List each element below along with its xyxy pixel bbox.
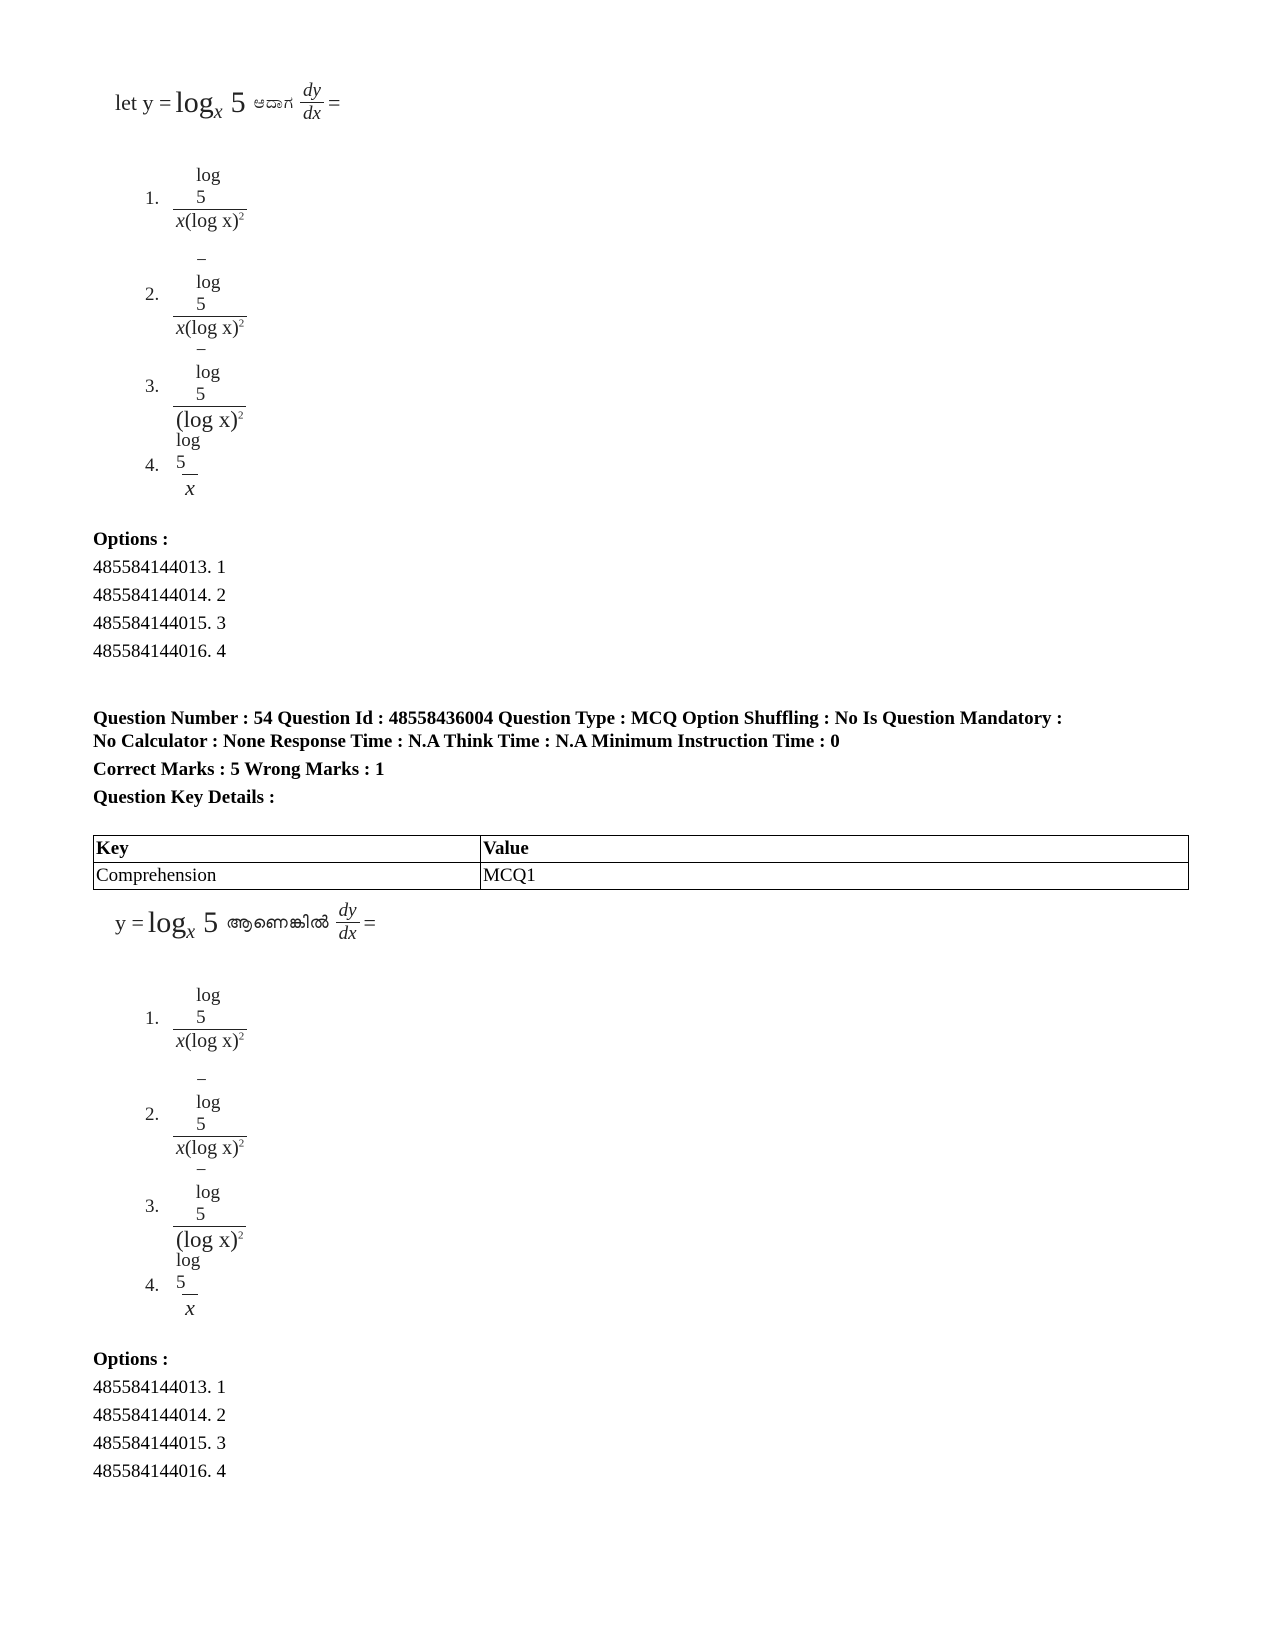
stem-malayalam-word: ആണെങ്കിൽ [226,912,330,933]
options-heading: Options : [93,1349,169,1370]
choice-2 [145,250,247,340]
choice-den-sup: 2 [237,409,244,422]
choice-numerator: log 5 [176,430,201,473]
choice-den-mid: x [185,475,195,500]
equals-sign: = [363,909,376,935]
derivative-fraction [336,900,360,945]
table-header-value: Value [481,836,1189,863]
choice-2 [145,1070,247,1160]
choice-numerator: log 5 [196,985,221,1028]
table-cell-value: MCQ1 [481,863,1189,890]
stem-log: log [175,85,214,119]
stem-kannada-word: ಆದಾಗ [253,92,295,113]
choice-den-pre: x [176,1137,185,1159]
option-id-line: 485584144016. 4 [93,641,226,662]
choice-number: 4. [145,1274,160,1296]
choice-den-sup: 2 [238,317,245,330]
choice-den-pre: x [176,210,185,232]
choice-den-pre: x [176,1030,185,1052]
dx-label: dx [300,102,324,125]
choice-den-mid: (log x) [184,317,239,339]
choice-number: 2. [145,1104,160,1125]
choice-numerator: − log 5 [195,1160,221,1225]
dx-label: dx [336,922,360,945]
question-stem-malayalam [115,900,376,945]
question-stem-kannada [115,80,340,125]
table-row [94,863,1189,890]
options-heading: Options : [93,529,169,550]
choice-numerator: − log 5 [195,340,221,405]
choice-number: 4. [145,454,160,476]
choice-den-mid: (log x) [184,1137,239,1159]
question-meta-line1: Question Number : 54 Question Id : 48558436004 Question Type : MCQ Option Shuffling : No Is Question Mandatory : [93,708,1063,729]
choice-den-pre: x [176,317,185,339]
option-id-line: 485584144013. 1 [93,557,226,578]
option-id-line: 485584144015. 3 [93,613,226,634]
option-id-line: 485584144016. 4 [93,1461,226,1482]
choice-den-mid: (log x) [184,210,239,232]
option-id-line: 485584144013. 1 [93,1377,226,1398]
choice-number: 3. [145,375,160,397]
dy-label: dy [303,80,321,101]
stem-base: x [186,921,196,943]
choice-4 [145,1250,207,1321]
dy-label: dy [338,900,357,921]
choice-number: 1. [145,1008,160,1029]
choice-fraction [173,1250,207,1321]
choice-fraction [173,1160,246,1253]
choice-fraction [173,430,207,501]
option-id-line: 485584144014. 2 [93,585,226,606]
question-key-table [93,835,1189,890]
choice-den-mid: (log x) [176,1227,238,1252]
choice-numerator: − log 5 [196,1070,221,1135]
stem-log: log [147,905,187,939]
choice-fraction [173,250,247,340]
choice-number: 3. [145,1195,160,1217]
choice-1 [145,985,247,1053]
choice-1 [145,165,247,233]
choice-den-sup: 2 [238,1137,245,1150]
option-id-line: 485584144014. 2 [93,1405,226,1426]
derivative-fraction [300,80,324,125]
choice-fraction [173,165,247,233]
stem-arg: 5 [230,85,246,119]
choice-den-sup: 2 [237,1229,244,1242]
equals-sign: = [327,89,341,115]
stem-prefix: let y = [115,89,172,115]
option-id-line: 485584144015. 3 [93,1433,226,1454]
choice-numerator: log 5 [176,1250,201,1293]
question-key-details-heading: Question Key Details : [93,787,276,808]
question-meta-line2: No Calculator : None Response Time : N.A Think Time : N.A Minimum Instruction Time : 0 [93,731,840,752]
table-header-key: Key [94,836,481,863]
stem-base: x [213,101,223,123]
table-header-row [94,836,1189,863]
table-cell-key: Comprehension [94,863,481,890]
choice-fraction [173,985,247,1053]
stem-prefix: y = [115,909,144,935]
choice-den-sup: 2 [238,210,245,223]
choice-fraction [173,340,246,433]
choice-den-mid: (log x) [176,407,238,432]
choice-numerator: log 5 [196,165,221,208]
choice-3 [145,1160,246,1253]
choice-den-sup: 2 [238,1030,245,1043]
choice-number: 2. [145,284,160,305]
choice-number: 1. [145,188,160,209]
question-marks: Correct Marks : 5 Wrong Marks : 1 [93,759,385,780]
choice-fraction [173,1070,247,1160]
choice-den-mid: x [185,1295,195,1320]
choice-4 [145,430,207,501]
choice-3 [145,340,246,433]
stem-arg: 5 [203,905,219,939]
choice-numerator: − log 5 [196,250,221,315]
choice-den-mid: (log x) [184,1030,239,1052]
